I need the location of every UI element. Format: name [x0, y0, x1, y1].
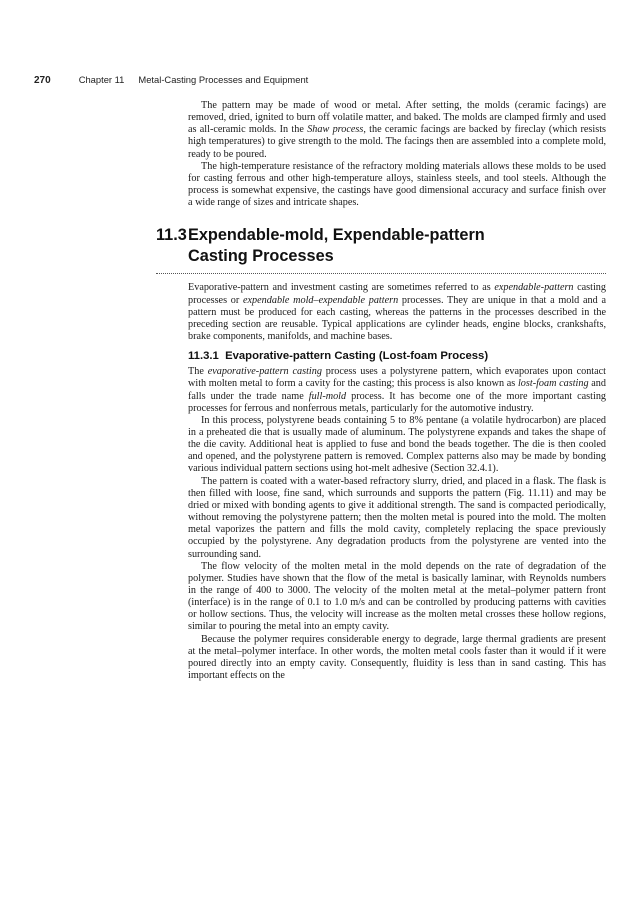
paragraph-flow-velocity: The flow velocity of the molten metal in the mold depends on the rate of degradation of the polymer. Studies have shown that the flow of the metal is basically laminar, with Reynolds numbers in the range of 400 to 3000. The velocity of the molten metal at the metal–polymer pattern front (interface) is in the range of 0.1 to 1.0 m/s and can be controlled by producing patterns with cavities or hollow sections. Thus, the velocity will increase as the molten metal crosses these hollow regions, similar to pouring the metal into an empty cavity. [188, 560, 606, 633]
subsection-title: Evaporative-pattern Casting (Lost-foam Process) [225, 350, 489, 363]
paragraph-pattern-coating: The pattern is coated with a water-based refractory slurry, dried, and placed in a flask. The flask is then filled with loose, fine sand, which surrounds and supports the pattern (Fig. 11.11) and may be dried or mixed with bonding agents to give it additional strength. The sand is compacted periodically, without removing the polystyrene pattern; then the molten metal is poured into the mold. The molten metal vaporizes the pattern and fills the mold cavity, completely replacing the space previously occupied by the polystyrene. Any degradation products from the polystyrene are vented into the surrounding sand. [188, 475, 606, 560]
term-shaw-process: Shaw process [307, 124, 364, 136]
section-heading [156, 225, 606, 267]
section-title-line2: Casting Processes [188, 247, 334, 266]
running-header [34, 74, 604, 86]
subsection-heading [188, 349, 606, 363]
section-number: 11.3 [156, 226, 187, 245]
paragraph-evaporative-intro: The evaporative-pattern casting process uses a polystyrene pattern, which evaporates upon contact with molten metal to form a cavity for the casting; this process is also known as lost-foam casting and falls under the trade name full-mold process. It has become one of the more important casting processes for ferrous and nonferrous metals, particularly for the automotive industry. [188, 366, 607, 414]
paragraph-refractory: The high-temperature resistance of the refractory molding materials allows these molds to be used for casting ferrous and other high-temperature alloys, stainless steels, and tool steels. Although the process is somewhat expensive, the castings have good dimensional accuracy and surface finish over a wide range of sizes and intricate shapes. [188, 160, 606, 209]
running-title: Metal-Casting Processes and Equipment [138, 74, 309, 85]
paragraph-polystyrene-beads: In this process, polystyrene beads containing 5 to 8% pentane (a volatile hydrocarbon) are placed in a preheated die that is usually made of aluminum. The polystyrene expands and takes the shape of the die cavity. Additional heat is applied to fuse and bond the beads together. The die is then cooled and opened, and the polystyrene pattern is removed. Complex patterns also may be made by bonding various individual pattern sections using hot-melt adhesive (Section 32.4.1). [188, 414, 606, 475]
section-title-line1: Expendable-mold, Expendable-pattern [188, 226, 485, 245]
page-body [156, 100, 607, 682]
paragraph-thermal-gradients: Because the polymer requires considerable energy to degrade, large thermal gradients are present at the metal–polymer interface. In other words, the molten metal cools faster than it would if it were poured directly into an empty cavity. Consequently, fluidity is less than in sand casting. This has important effects on the [188, 633, 606, 682]
paragraph-ceramic-facings: The pattern may be made of wood or metal. After setting, the molds (ceramic facings) are removed, dried, ignited to burn off volatile matter, and baked. The molds are clamped firmly and used as all-ceramic molds. In the Shaw process, the ceramic facings are backed by fireclay (which resists high temperatures) to give strength to the mold. The facings then are assembled into a complete mold, ready to be poured. [188, 100, 606, 160]
subsection-number: 11.3.1 [188, 350, 219, 363]
chapter-label: Chapter 11 [78, 74, 125, 85]
section-rule [156, 273, 606, 274]
paragraph-expendable-intro: Evaporative-pattern and investment casting are sometimes referred to as expendable-pattern casting processes or expendable mold–expendable pattern processes. They are unique in that a mold and a pattern must be produced for each casting, whereas the patterns in the processes described in the preceding section are reusable. Typical applications are cylinder heads, engine blocks, crankshafts, brake components, manifolds, and machine bases. [188, 282, 606, 343]
page-number: 270 [34, 75, 51, 86]
